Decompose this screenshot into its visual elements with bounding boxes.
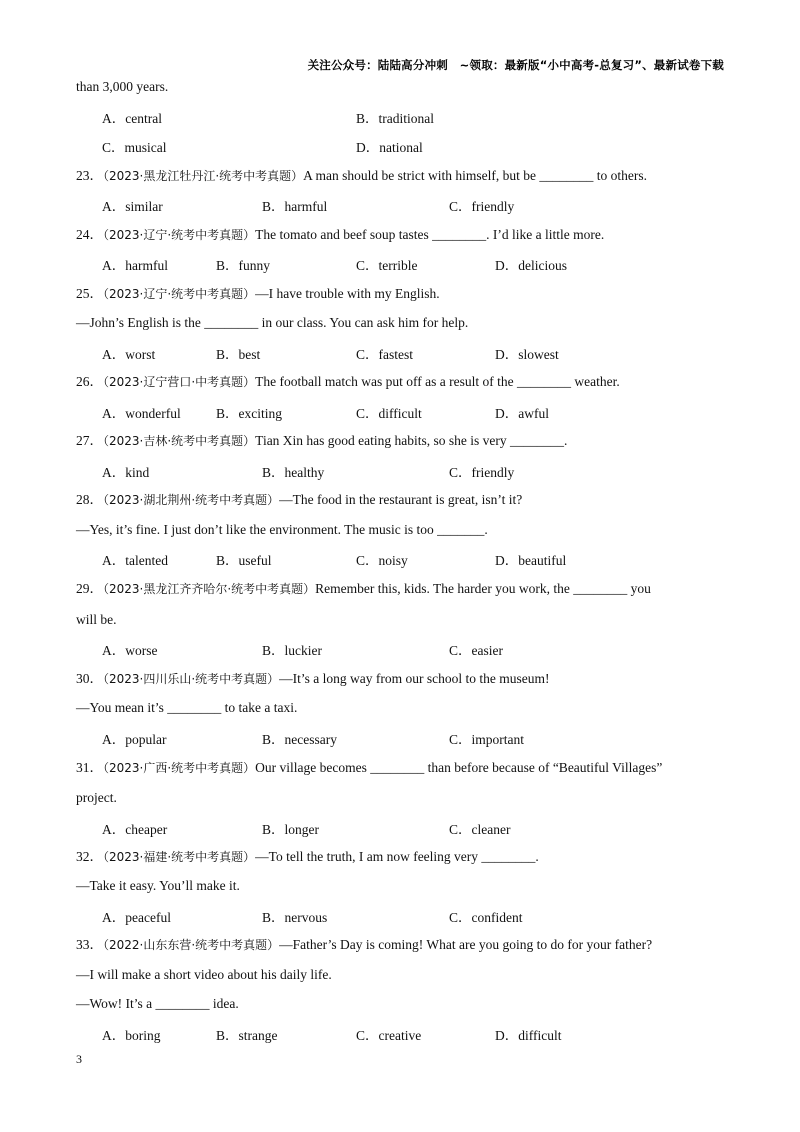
option-row xyxy=(76,728,726,748)
question-stem-line xyxy=(76,284,440,304)
question-text: Remember this, kids. The harder you work, the ________ you xyxy=(315,581,651,596)
option: C．difficult xyxy=(356,406,422,421)
option: A．cheaper xyxy=(102,822,168,837)
question-stem-line: —You mean it’s ________ to take a taxi. xyxy=(76,700,298,715)
question-stem-line xyxy=(76,372,620,392)
option: C．terrible xyxy=(356,258,418,273)
option: D．beautiful xyxy=(495,553,567,568)
question-text: Tian Xin has good eating habits, so she is very ________. xyxy=(255,433,568,448)
option: B．luckier xyxy=(262,643,322,658)
question-stem-line xyxy=(76,847,539,867)
option-row xyxy=(76,402,726,422)
question-source: （2023·福建·统考中考真题） xyxy=(103,850,256,864)
option: B．strange xyxy=(216,1028,278,1043)
option: C．friendly xyxy=(449,465,515,480)
question-source: （2023·辽宁·统考中考真题） xyxy=(103,287,256,301)
option: C．friendly xyxy=(449,199,515,214)
question-stem-line: —Wow! It’s a ________ idea. xyxy=(76,996,239,1011)
option: D．national xyxy=(356,140,423,155)
question-number: 26． xyxy=(76,374,103,389)
option: A．central xyxy=(102,111,162,126)
question-source: （2023·辽宁·统考中考真题） xyxy=(103,228,256,242)
question-text: —It’s a long way from our school to the museum! xyxy=(279,671,550,686)
option: C．musical xyxy=(102,140,167,155)
option: B．nervous xyxy=(262,910,328,925)
question-number: 33． xyxy=(76,937,103,952)
option: A．worse xyxy=(102,643,158,658)
option: D．awful xyxy=(495,406,549,421)
option: C．easier xyxy=(449,643,503,658)
question-stem-line xyxy=(76,669,550,689)
option-row xyxy=(76,254,726,274)
option: B．funny xyxy=(216,258,270,273)
option: A．kind xyxy=(102,465,150,480)
option: B．necessary xyxy=(262,732,337,747)
option: B．useful xyxy=(216,553,272,568)
option: A．popular xyxy=(102,732,167,747)
question-stem-line: —I will make a short video about his daily life. xyxy=(76,967,332,982)
question-stem-line: will be. xyxy=(76,612,117,627)
option: A．worst xyxy=(102,347,156,362)
question-stem-line xyxy=(76,431,567,451)
question-stem-line: project. xyxy=(76,790,117,805)
question-source: （2022·山东东营·统考中考真题） xyxy=(103,938,280,952)
question-stem-line xyxy=(76,166,647,186)
question-source: （2023·四川乐山·统考中考真题） xyxy=(103,672,280,686)
option-row xyxy=(76,136,726,156)
question-source: （2023·广西·统考中考真题） xyxy=(103,761,256,775)
question-source: （2023·黑龙江牡丹江·统考中考真题） xyxy=(103,169,304,183)
option: D．difficult xyxy=(495,1028,562,1043)
question-text: A man should be strict with himself, but be ________ to others. xyxy=(303,168,648,183)
option: C．important xyxy=(449,732,524,747)
option: B．best xyxy=(216,347,261,362)
question-number: 24． xyxy=(76,227,103,242)
option-row xyxy=(76,818,726,838)
question-stem-line: than 3,000 years. xyxy=(76,79,169,94)
question-text: Our village becomes ________ than before because of “Beautiful Villages” xyxy=(255,760,663,775)
question-stem-line xyxy=(76,225,604,245)
question-number: 30． xyxy=(76,671,103,686)
question-stem-line: —Take it easy. You’ll make it. xyxy=(76,878,240,893)
option: A．boring xyxy=(102,1028,161,1043)
option-row xyxy=(76,1024,726,1044)
option: C．fastest xyxy=(356,347,413,362)
question-source: （2023·辽宁营口·中考真题） xyxy=(103,375,256,389)
option: C．confident xyxy=(449,910,523,925)
option: B．harmful xyxy=(262,199,328,214)
question-number: 32． xyxy=(76,849,103,864)
option: C．noisy xyxy=(356,553,408,568)
question-number: 28． xyxy=(76,492,103,507)
option-row xyxy=(76,549,726,569)
option: C．cleaner xyxy=(449,822,511,837)
question-stem-line xyxy=(76,758,662,778)
option: B．traditional xyxy=(356,111,434,126)
option: B．exciting xyxy=(216,406,282,421)
question-text: —I have trouble with my English. xyxy=(255,286,440,301)
option: A．wonderful xyxy=(102,406,181,421)
option: D．delicious xyxy=(495,258,567,273)
option-row xyxy=(76,461,726,481)
question-text: —Father’s Day is coming! What are you going to do for your father? xyxy=(279,937,653,952)
option-row xyxy=(76,195,726,215)
question-stem-line: —Yes, it’s fine. I just don’t like the environment. The music is too _______. xyxy=(76,522,488,537)
option-row xyxy=(76,107,726,127)
option-row xyxy=(76,343,726,363)
option: A．harmful xyxy=(102,258,168,273)
option: C．creative xyxy=(356,1028,422,1043)
question-text: —The food in the restaurant is great, isn’t it? xyxy=(279,492,523,507)
question-stem-line xyxy=(76,490,522,510)
option-row xyxy=(76,639,726,659)
question-source: （2023·湖北荆州·统考中考真题） xyxy=(103,493,280,507)
option: B．longer xyxy=(262,822,319,837)
question-stem-line: —John’s English is the ________ in our class. You can ask him for help. xyxy=(76,315,469,330)
question-text: The tomato and beef soup tastes ________. I’d like a little more. xyxy=(255,227,605,242)
option: B．healthy xyxy=(262,465,325,480)
page-header: 关注公众号：陆陆高分冲刺 ~领取：最新版“小中高考-总复习”、最新试卷下载 xyxy=(307,58,724,72)
page-number: 3 xyxy=(76,1052,82,1066)
question-number: 27． xyxy=(76,433,103,448)
question-text: The football match was put off as a result of the ________ weather. xyxy=(255,374,620,389)
question-number: 29． xyxy=(76,581,103,596)
option: D．slowest xyxy=(495,347,559,362)
question-source: （2023·黑龙江齐齐哈尔·统考中考真题） xyxy=(103,582,316,596)
option: A．peaceful xyxy=(102,910,171,925)
question-source: （2023·吉林·统考中考真题） xyxy=(103,434,256,448)
question-number: 31． xyxy=(76,760,103,775)
question-stem-line xyxy=(76,935,652,955)
option: A．talented xyxy=(102,553,168,568)
question-stem-line xyxy=(76,579,651,599)
option-row xyxy=(76,906,726,926)
question-text: —To tell the truth, I am now feeling very ________. xyxy=(255,849,539,864)
option: A．similar xyxy=(102,199,163,214)
question-number: 23． xyxy=(76,168,103,183)
question-number: 25． xyxy=(76,286,103,301)
